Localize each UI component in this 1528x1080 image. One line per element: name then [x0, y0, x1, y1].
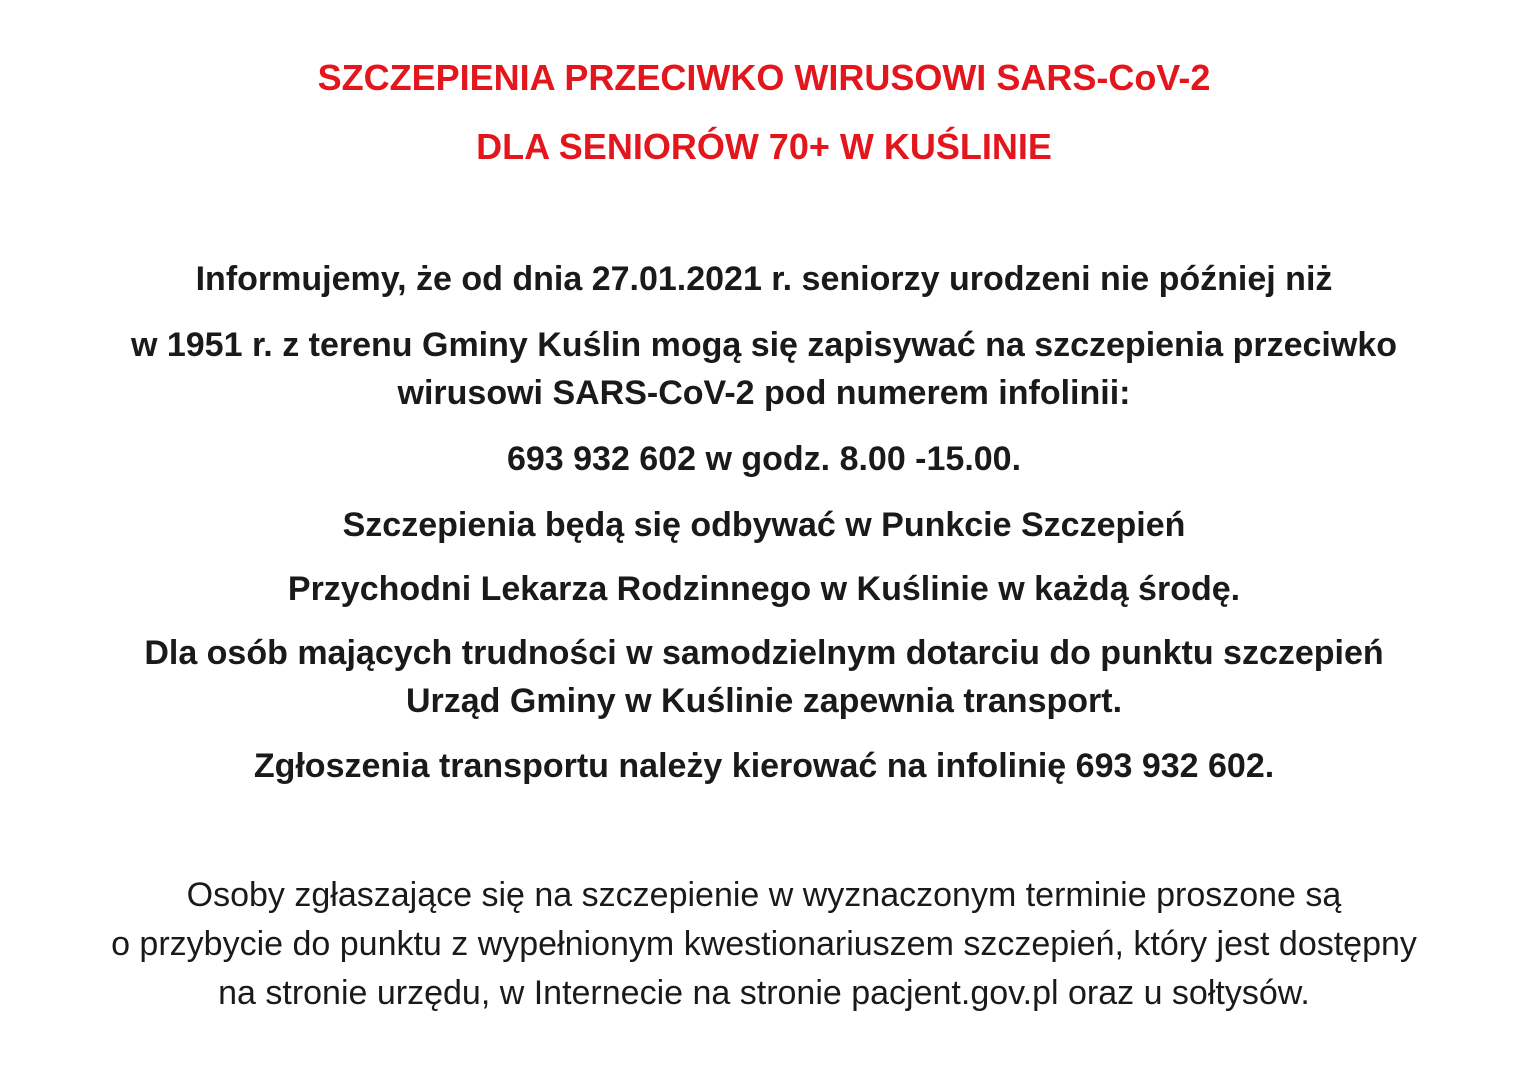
info-line-location: Szczepienia będą się odbywać w Punkcie Szczepień	[342, 506, 1186, 544]
title-line-2: DLA SENIORÓW 70+ W KUŚLINIE	[476, 126, 1052, 167]
info-line-phone-hours: 693 932 602 w godz. 8.00 -15.00.	[506, 440, 1022, 478]
info-line-date: Informujemy, że od dnia 27.01.2021 r. seniorzy urodzeni nie później niż	[195, 260, 1333, 298]
info-line-hotline: wirusowi SARS-CoV-2 pod numerem infolinii:	[397, 374, 1131, 412]
info-line-transport-need: Dla osób mających trudności w samodzielnym dotarciu do punktu szczepień	[144, 634, 1384, 672]
info-line-transport-contact: Zgłoszenia transportu należy kierować na infolinię 693 932 602.	[253, 747, 1275, 785]
note-line-2: o przybycie do punktu z wypełnionym kwestionariuszem szczepień, który jest dostępny	[111, 925, 1417, 963]
info-line-clinic: Przychodni Lekarza Rodzinnego w Kuślinie w każdą środę.	[287, 570, 1241, 608]
note-line-3: na stronie urzędu, w Internecie na stronie pacjent.gov.pl oraz u sołtysów.	[218, 974, 1310, 1012]
info-line-transport-provided: Urząd Gminy w Kuślinie zapewnia transport.	[405, 682, 1123, 720]
info-line-registration: w 1951 r. z terenu Gminy Kuślin mogą się zapisywać na szczepienia przeciwko	[130, 326, 1398, 364]
note-line-1: Osoby zgłaszające się na szczepienie w wyznaczonym terminie proszone są	[186, 876, 1342, 914]
title-line-1: SZCZEPIENIA PRZECIWKO WIRUSOWI SARS-CoV-2	[317, 57, 1211, 98]
